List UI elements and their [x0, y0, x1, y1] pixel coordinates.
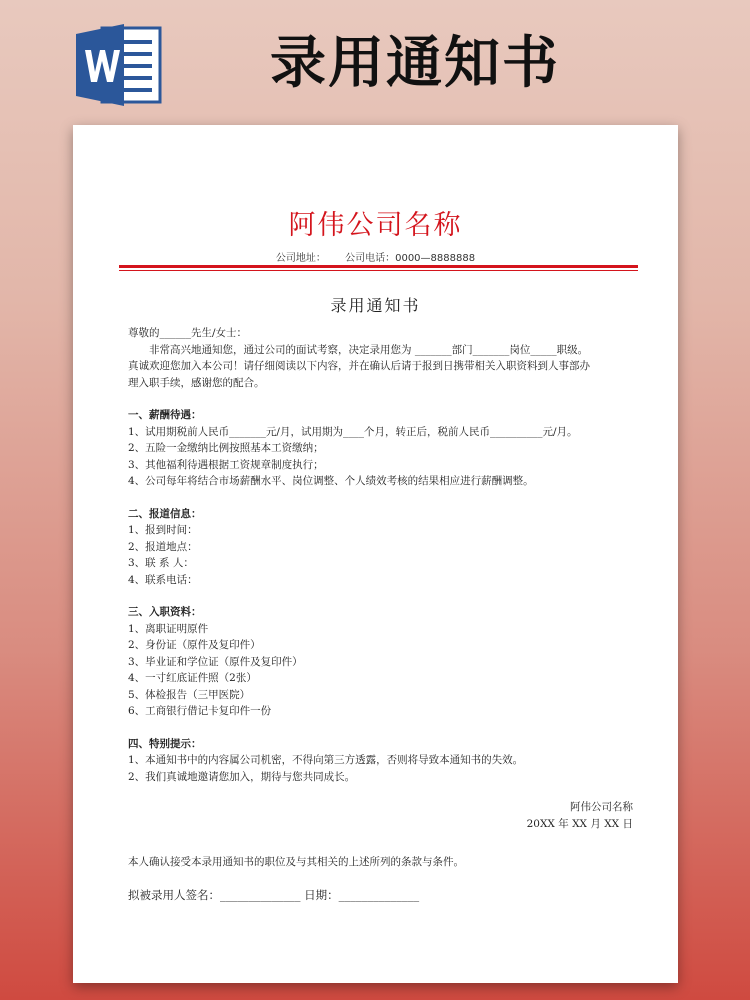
signature-line: 拟被录用人签名：______________ 日期：______________ [128, 887, 420, 902]
list-item: 5、体检报告（三甲医院） [128, 688, 251, 701]
list-item: 1、报到时间： [128, 524, 198, 536]
list-item: 2、五险一金缴纳比例按照基本工资缴纳； [128, 442, 324, 454]
signoff-block [128, 799, 633, 832]
phone-label: 公司电话：0000—8888888 [345, 253, 476, 264]
intro-line-3: 理入职手续，感谢您的配合。 [128, 376, 265, 389]
address-label: 公司地址： [275, 253, 326, 264]
intro-line-2: 真诚欢迎您加入本公司！请仔细阅读以下内容，并在确认后请于报到日携带相关入职资料到人事部办 [128, 360, 590, 372]
list-item: 2、身份证（原件及复印件） [128, 639, 261, 651]
confirmation-statement: 本人确认接受本录用通知书的职位及与其相关的上述所列的条款与条件。 [128, 856, 464, 868]
section-heading-report: 二、报道信息： [128, 507, 202, 520]
salutation: 尊敬的______先生/女士： [128, 327, 248, 339]
document-body [128, 325, 633, 903]
letterhead-rule-thick [119, 265, 638, 268]
list-item: 4、联系电话： [128, 573, 198, 586]
list-item: 1、离职证明原件 [128, 622, 209, 635]
intro-line-1: 非常高兴地通知您，通过公司的面试考察，决定录用您为 _______部门_______岗位_____职级。 [149, 343, 589, 356]
page-header-title: 录用通知书 [270, 31, 560, 96]
letterhead-rule-thin [119, 270, 638, 271]
word-app-icon [74, 22, 164, 108]
document-title: 录用通知书 [330, 296, 421, 315]
signoff-company: 阿伟公司名称 [570, 801, 633, 813]
list-item: 4、一寸红底证件照（2张） [128, 672, 257, 684]
list-item: 2、报道地点： [128, 540, 198, 553]
company-name: 阿伟公司名称 [288, 210, 463, 241]
list-item: 3、毕业证和学位证（原件及复印件） [128, 655, 303, 668]
section-heading-documents: 三、入职资料： [128, 606, 202, 618]
section-heading-notice: 四、特别提示： [128, 737, 202, 750]
section-heading-salary: 一、薪酬待遇： [128, 409, 202, 421]
list-item: 2、我们真诚地邀请您加入，期待与您共同成长。 [128, 770, 356, 783]
list-item: 1、试用期税前人民币_______元/月，试用期为____个月，转正后，税前人民币__________元/月。 [128, 425, 578, 438]
document-page [73, 125, 678, 983]
list-item: 6、工商银行借记卡复印件一份 [128, 705, 272, 717]
list-item: 3、其他福利待遇根据工资规章制度执行； [128, 458, 324, 471]
list-item: 4、公司每年将结合市场薪酬水平、岗位调整、个人绩效考核的结果相应进行薪酬调整。 [128, 475, 534, 487]
signoff-date: 20XX 年 XX 月 XX 日 [526, 817, 633, 830]
list-item: 3、联 系 人： [128, 557, 194, 569]
list-item: 1、本通知书中的内容属公司机密，不得向第三方透露，否则将导致本通知书的失效。 [128, 754, 524, 766]
contact-line [73, 249, 678, 264]
